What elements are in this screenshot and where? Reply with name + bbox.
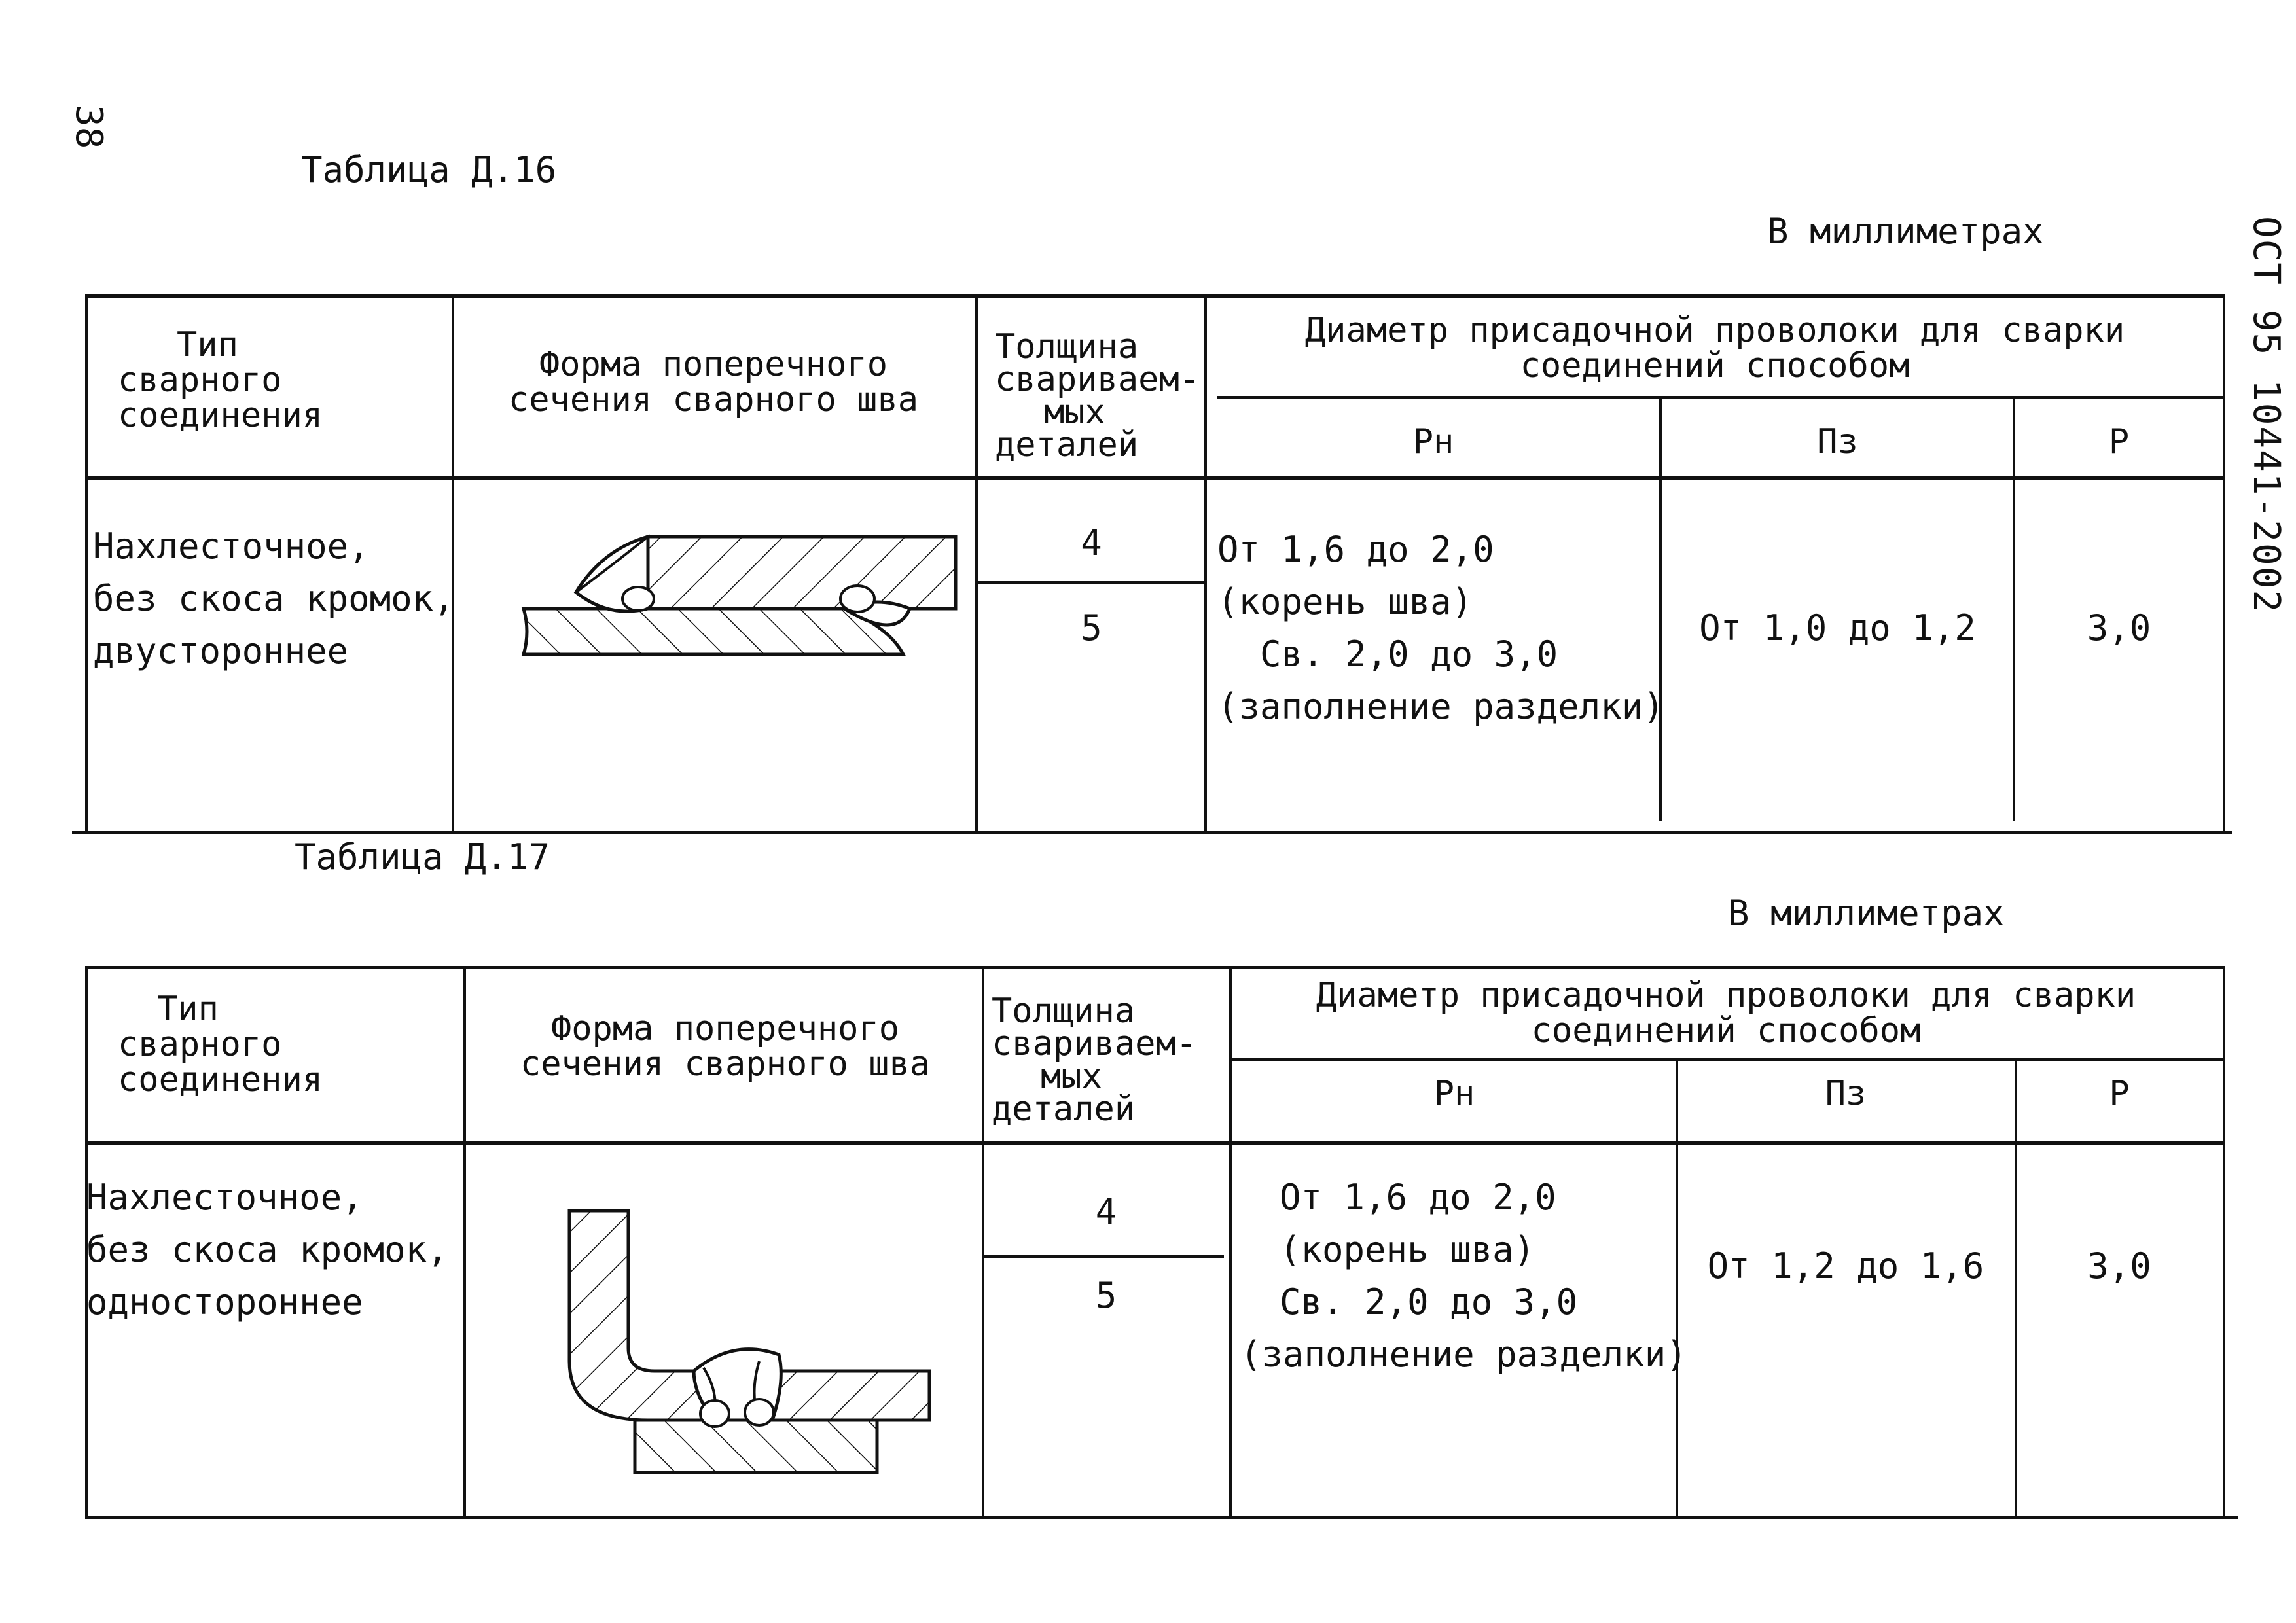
thickness-value: 4	[1081, 522, 1102, 563]
header-method-pz: Пз	[1817, 422, 1858, 461]
weld-cross-section-double-sided	[511, 524, 969, 681]
header-thickness: Толщина свариваем- мых деталей	[995, 327, 1200, 465]
page-number: 38	[67, 105, 110, 149]
header-diameter: Диаметр присадочной проволоки для сварки соединений способом	[1316, 976, 2136, 1050]
document-code: ОСТ 95 10441-2002	[2245, 216, 2287, 614]
weld-cross-section-single-sided	[563, 1198, 956, 1486]
row-type: Нахлесточное, без скоса кромок, одностороннее	[86, 1177, 448, 1323]
header-thickness: Толщина свариваем- мых деталей	[992, 991, 1197, 1129]
table-caption: Таблица Д.17	[295, 836, 550, 878]
pz-value: От 1,0 до 1,2	[1699, 607, 1976, 649]
thickness-value: 5	[1081, 607, 1102, 649]
units-note: В миллиметрах	[1767, 211, 2044, 252]
header-method-rn: Рн	[1433, 1074, 1475, 1113]
thickness-value: 5	[1095, 1275, 1117, 1316]
header-method-pz: Пз	[1825, 1074, 1867, 1113]
table-caption: Таблица Д.16	[301, 149, 557, 190]
header-type: Тип сварного соединения	[118, 325, 323, 435]
rn-value: От 1,6 до 2,0 (корень шва) Св. 2,0 до 3,0 (заполнение разделки)	[1217, 529, 1664, 727]
units-note: В миллиметрах	[1728, 893, 2005, 934]
header-method-r: Р	[2109, 1074, 2130, 1113]
header-method-r: Р	[2108, 422, 2130, 461]
thickness-value: 4	[1095, 1191, 1117, 1232]
header-diameter: Диаметр присадочной проволоки для сварки соединений способом	[1304, 311, 2125, 385]
header-shape: Форма поперечного сечения сварного шва	[520, 1009, 931, 1084]
header-method-rn: Рн	[1412, 422, 1454, 461]
pz-value: От 1,2 до 1,6	[1707, 1245, 1984, 1287]
rn-value: От 1,6 до 2,0 (корень шва) Св. 2,0 до 3,0 (заполнение разделки)	[1240, 1177, 1687, 1375]
row-type: Нахлесточное, без скоса кромок, двустороннее	[93, 526, 455, 671]
header-type: Тип сварного соединения	[118, 990, 323, 1099]
header-shape: Форма поперечного сечения сварного шва	[508, 345, 919, 419]
r-value: 3,0	[2087, 607, 2151, 649]
r-value: 3,0	[2087, 1245, 2151, 1287]
